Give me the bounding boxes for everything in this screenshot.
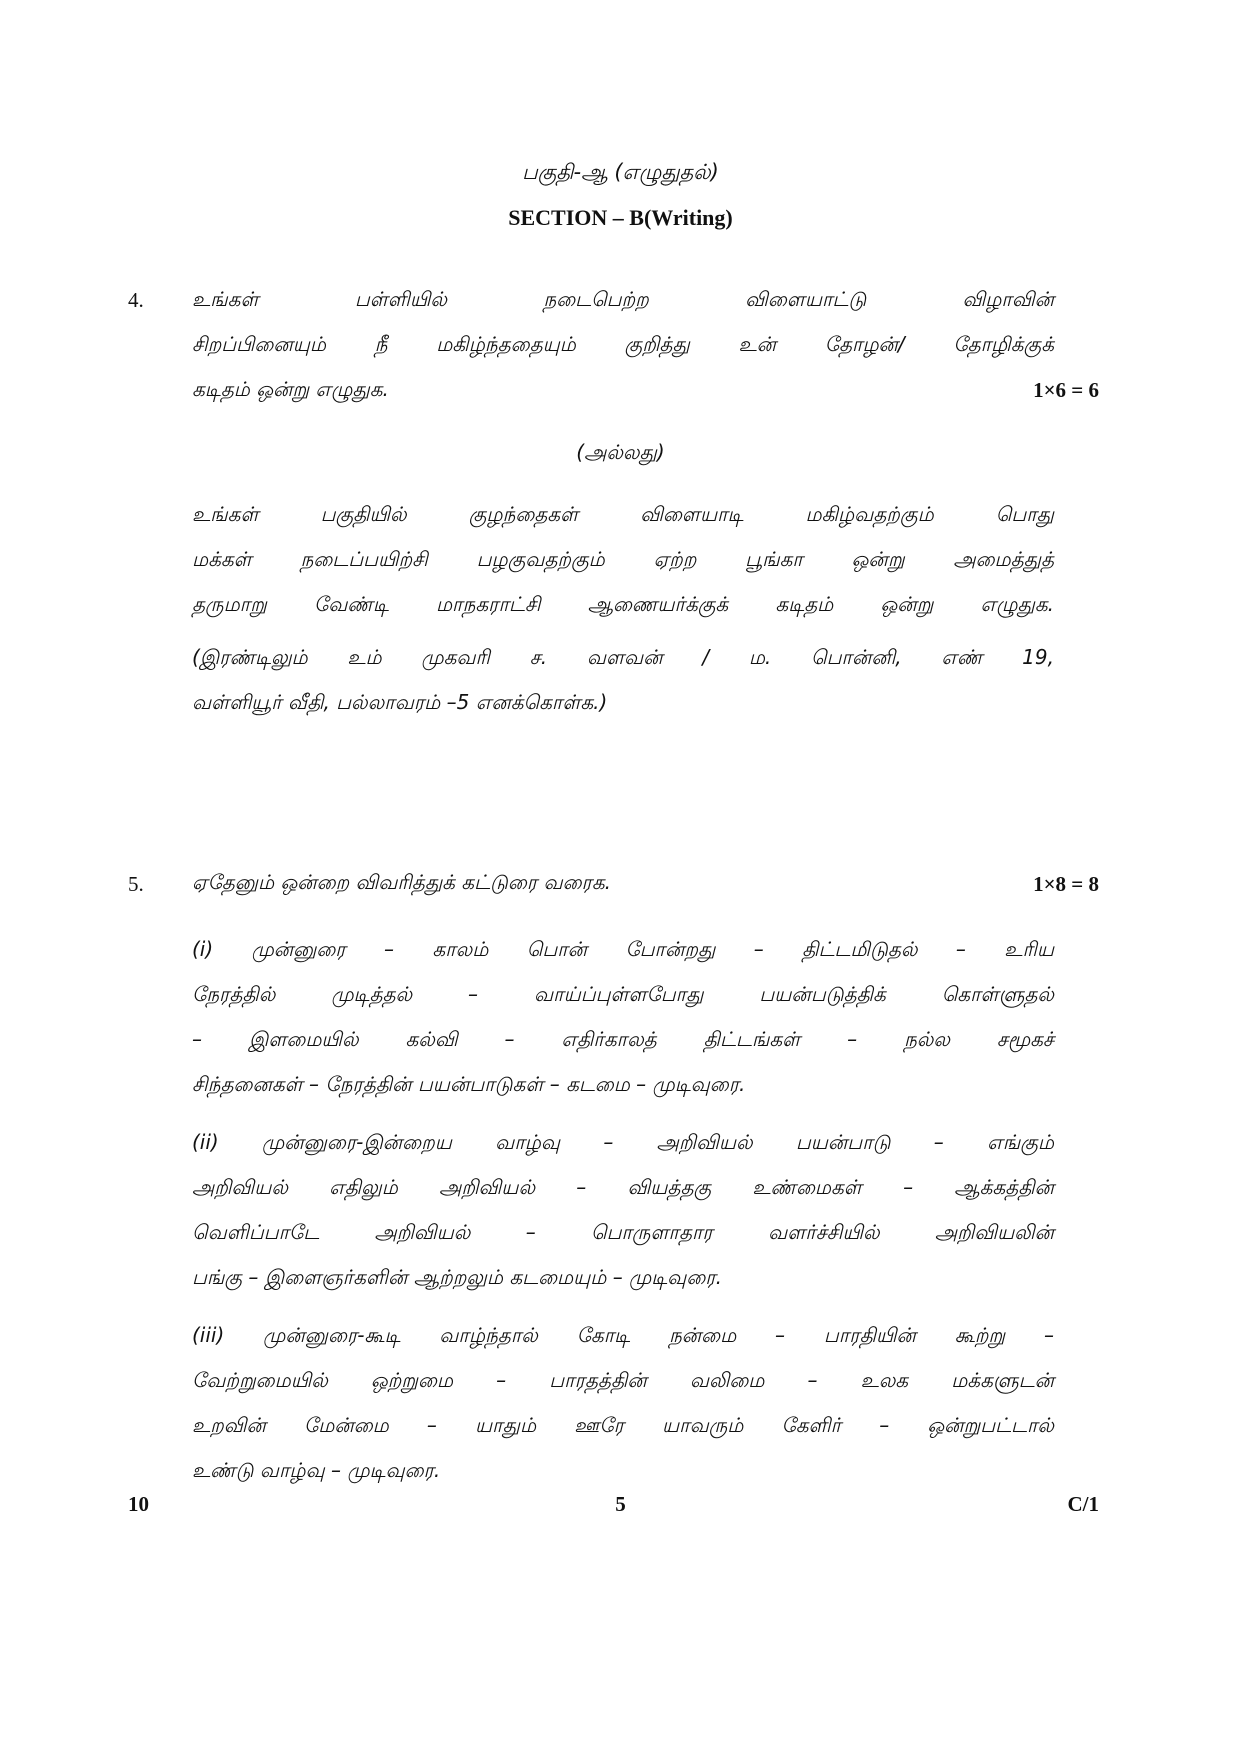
question-prompt: ஏதேனும் ஒன்றை விவரித்துக் கட்டுரை வரைக. — [192, 870, 612, 894]
option-line: நேரத்தில் முடித்தல் – வாய்ப்புள்ளபோது பயன்படுத்திக் கொள்ளுதல் — [192, 982, 1054, 1006]
option-text: முன்னுரை – காலம் பொன் போன்றது – திட்டமிடுதல் – உரிய — [251, 937, 1054, 961]
option-label: (iii) — [192, 1323, 225, 1347]
option-line: பங்கு – இளைஞர்களின் ஆற்றலும் கடமையும் – முடிவுரை. — [192, 1265, 722, 1289]
option-line: உறவின் மேன்மை – யாதும் ஊரே யாவரும் கேளிர் – ஒன்றுபட்டால் — [192, 1413, 1054, 1437]
footer-set-code: C/1 — [1067, 1492, 1099, 1516]
question-number: 5. — [128, 872, 144, 896]
option-text: முன்னுரை-கூடி வாழ்ந்தால் கோடி நன்மை – பாரதியின் கூற்று – — [263, 1323, 1055, 1347]
address-note-line: வள்ளியூர் வீதி, பல்லாவரம் –5 எனக்கொள்க.) — [192, 690, 608, 714]
option-line: உண்டு வாழ்வு – முடிவுரை. — [192, 1458, 441, 1482]
alternative-line: உங்கள் பகுதியில் குழந்தைகள் விளையாடி மகிழ்வதற்கும் பொது — [192, 502, 1054, 526]
section-heading-english: SECTION – B(Writing) — [508, 205, 733, 230]
option-line: சிந்தனைகள் – நேரத்தின் பயன்பாடுகள் – கடமை – முடிவுரை. — [192, 1072, 746, 1096]
address-note-line: (இரண்டிலும் உம் முகவரி ச. வளவன் / ம. பொன்னி, எண் 19, — [192, 645, 1054, 669]
option-line — [192, 1130, 1054, 1157]
option-line: – இளமையில் கல்வி – எதிர்காலத் திட்டங்கள் – நல்ல சமூகச் — [192, 1027, 1054, 1051]
option-line — [192, 937, 1054, 964]
option-line: வேற்றுமையில் ஒற்றுமை – பாரதத்தின் வலிமை – உலக மக்களுடன் — [192, 1368, 1054, 1392]
or-separator: (அல்லது) — [576, 440, 665, 464]
option-line: அறிவியல் எதிலும் அறிவியல் – வியத்தகு உண்மைகள் – ஆக்கத்தின் — [192, 1175, 1054, 1199]
question-line: உங்கள் பள்ளியில் நடைபெற்ற விளையாட்டு விழாவின் — [192, 287, 1054, 311]
question-number: 4. — [128, 288, 144, 312]
option-label: (i) — [192, 937, 214, 961]
option-line — [192, 1323, 1054, 1350]
alternative-line: மக்கள் நடைப்பயிற்சி பழகுவதற்கும் ஏற்ற பூங்கா ஒன்று அமைத்துத் — [192, 547, 1054, 571]
section-heading-tamil: பகுதி-ஆ (எழுதுதல்) — [522, 160, 719, 184]
question-marks: 1×8 = 8 — [1033, 872, 1099, 896]
footer-series-code: 10 — [128, 1492, 149, 1516]
question-line: சிறப்பினையும் நீ மகிழ்ந்ததையும் குறித்து உன் தோழன்/ தோழிக்குக் — [192, 332, 1054, 356]
option-label: (ii) — [192, 1130, 219, 1154]
footer-page-number: 5 — [615, 1492, 626, 1516]
question-marks: 1×6 = 6 — [1033, 378, 1099, 402]
question-line: கடிதம் ஒன்று எழுதுக. — [192, 377, 389, 401]
option-line: வெளிப்பாடே அறிவியல் – பொருளாதார வளர்ச்சியில் அறிவியலின் — [192, 1220, 1054, 1244]
option-text: முன்னுரை-இன்றைய வாழ்வு – அறிவியல் பயன்பாடு – எங்கும் — [262, 1130, 1054, 1154]
alternative-line: தருமாறு வேண்டி மாநகராட்சி ஆணையர்க்குக் கடிதம் ஒன்று எழுதுக. — [192, 592, 1054, 616]
